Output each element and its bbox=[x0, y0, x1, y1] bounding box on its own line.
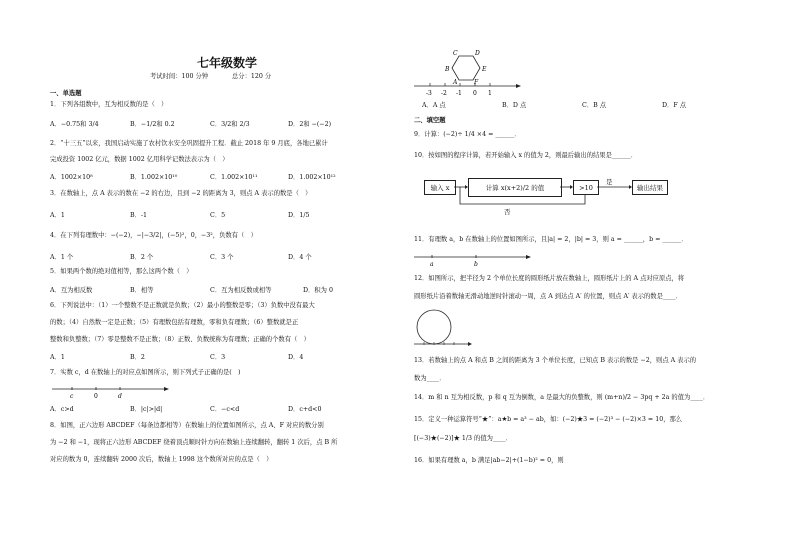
q3-option-c: C．5 bbox=[210, 212, 226, 219]
q11-label-a: a bbox=[430, 261, 434, 268]
section2-heading: 二、填空题 bbox=[414, 117, 446, 124]
q4-option-c: C．3 个 bbox=[210, 254, 234, 261]
q5-option-d: D．积为 0 bbox=[303, 287, 333, 294]
hex-label-e: E bbox=[482, 66, 487, 73]
q8-option-c: C．B 点 bbox=[582, 102, 607, 109]
q1-stem: 1．下列各组数中，互为相反数的是（ ） bbox=[50, 101, 168, 108]
q11: 11．有理数 a，b 在数轴上的位置如图所示，且|a| = 2，|b| = 3，则 a = ______，b = ______． bbox=[414, 236, 688, 243]
q7-option-a: A．c>d bbox=[50, 406, 74, 413]
q6-line1: 6．下列说法中：（1）一个整数不是正数就是负数；（2）最小的整数是零；（3）负数中没有最大 bbox=[50, 302, 315, 309]
hex-tick-label-1: 1 bbox=[488, 90, 492, 97]
q3-option-b: B．-1 bbox=[130, 212, 148, 219]
flow-input-box: 输入 x bbox=[424, 180, 456, 195]
q7-stem: 7．实数 c，d 在数轴上的对应点如图所示，则下列式子正确的是( ) bbox=[50, 369, 241, 376]
q16: 16．如果有理数 a，b 满足|ab−2|+(1−b)² = 0，则 bbox=[414, 457, 564, 464]
hex-label-b: B bbox=[445, 66, 450, 73]
q8-line1: 8．如图，正六边形 ABCDEF（每条边都相等）在数轴上的位置如图所示，点 A、F 对应的数分别 bbox=[50, 422, 324, 429]
q8-option-b: B．D 点 bbox=[502, 102, 527, 109]
q1-option-a: A．−0.75和 3/4 bbox=[50, 121, 99, 128]
q10: 10．按如图的程序计算，若开始输入 x 的值为 2，则最后输出的结果是______． bbox=[414, 152, 638, 159]
flow-arrows bbox=[412, 176, 682, 216]
q2-option-c: C．1.002×10¹¹ bbox=[210, 174, 258, 181]
q2-option-b: B．1.002×10¹⁰ bbox=[130, 174, 178, 181]
q6-line3: 整数和负整数；（7）零是整数不是正数；（8）正数、负数统称为有理数；正确的个数有（ ） bbox=[50, 336, 310, 343]
hex-label-a: A bbox=[453, 79, 458, 86]
q5-option-a: A．互为相反数 bbox=[50, 287, 93, 294]
q6-line2: 的数；（4）自然数一定是正数；（5）有理数包括有理数，零和负有理数；（6）整数就是正 bbox=[50, 319, 299, 326]
q8-option-d: D．F 点 bbox=[662, 102, 687, 109]
q12-axis-arrow bbox=[468, 342, 472, 346]
flow-output-box: 输出结果 bbox=[632, 180, 668, 195]
q5-option-c: C．互为相反数或相等 bbox=[210, 287, 272, 294]
q13-line2: 数为____． bbox=[414, 375, 446, 382]
q7-option-b: B．|c|>|d| bbox=[130, 406, 163, 413]
q11-axis-arrow bbox=[526, 255, 531, 259]
total-score: 总分：120 分 bbox=[232, 73, 272, 80]
q2-option-a: A．1002×10⁸ bbox=[50, 174, 93, 181]
exam-time: 考试时间：100 分钟 bbox=[150, 73, 209, 80]
q6-option-c: C．3 bbox=[210, 354, 226, 361]
q12-line1: 12．如图所示，把半径为 2 个单位长度的圆形纸片放在数轴上，圆形纸片上的 A 点对应原点，将 bbox=[414, 275, 685, 282]
q7-axis-arrow bbox=[164, 387, 169, 391]
q4-stem: 4．在下列有理数中：−(−2)，−|−3/2|，(−5)²，0，−3²，负数有（ ） bbox=[50, 232, 257, 239]
hex-label-f: F bbox=[474, 79, 479, 86]
q6-option-a: A．1 bbox=[50, 354, 65, 361]
hexagon-shape bbox=[452, 56, 480, 80]
q3-stem: 3．在数轴上，点 A 表示的数在 −2 的右边，且到 −2 的距离为 3，则点 A 表示的数是（ ） bbox=[50, 190, 312, 197]
hex-label-c: C bbox=[453, 50, 458, 57]
q14: 14．m 和 n 互为相反数，p 和 q 互为倒数，a 是最大的负整数，则 (m+n)/2 − 3pq + 2a 的值为____． bbox=[414, 394, 710, 401]
q2-option-d: D．1.002×10¹² bbox=[288, 174, 336, 181]
flow-label-no: 否 bbox=[504, 208, 511, 216]
q12-circle bbox=[417, 310, 451, 344]
q9: 9．计算：(−2)÷ 1/4 ×4 = ______． bbox=[414, 131, 521, 138]
hexagon-figure bbox=[414, 46, 524, 102]
q6-option-b: B．2 bbox=[130, 354, 145, 361]
q7-option-d: D．c+d<0 bbox=[288, 406, 322, 413]
q7-label-d: d bbox=[118, 393, 122, 400]
q15-line1: 15．定义一种运算符号“★”：a★b = a³ − ab，如：(−2)★3 = (−2)³ − (−2)×3 = 10，那么 bbox=[414, 416, 683, 423]
q3-option-d: D．1/5 bbox=[288, 212, 310, 219]
hex-label-d: D bbox=[475, 50, 480, 57]
q1-option-d: D．2和 −(−2) bbox=[288, 121, 332, 128]
section1-heading: 一、单选题 bbox=[50, 90, 82, 97]
q5-stem: 5．如果两个数的绝对值相等，那么这两个数（ ） bbox=[50, 268, 193, 275]
q5-option-b: B．相等 bbox=[130, 287, 154, 294]
q2-line1: 2．“十三五”以来，我国启动实施了农村饮水安全巩固提升工程．截止 2018 年 9 月底，各地已累计 bbox=[50, 140, 328, 147]
hex-tick-label-n2: -2 bbox=[441, 90, 447, 97]
q7-option-c: C．−c<d bbox=[210, 406, 240, 413]
q6-option-d: D．4 bbox=[288, 354, 304, 361]
hex-tick-label-0: 0 bbox=[473, 90, 477, 97]
hexagon-axis-arrow bbox=[516, 84, 521, 88]
q3-option-a: A．1 bbox=[50, 212, 65, 219]
flow-arrowhead-yes bbox=[629, 185, 632, 189]
q7-number-line bbox=[52, 384, 172, 400]
q4-option-a: A．1 个 bbox=[50, 254, 74, 261]
q7-label-c: c bbox=[70, 393, 74, 400]
q13-line1: 13．若数轴上的点 A 和点 B 之间的距离为 3 个单位长度，已知点 B 表示的数是 −2，则点 A 表示的 bbox=[414, 357, 697, 364]
q12-circle-figure bbox=[414, 306, 474, 350]
flow-loop-no bbox=[460, 187, 585, 204]
q4-option-d: D．4 个 bbox=[288, 254, 312, 261]
q12-line2: 圆形纸片沿着数轴无滑动地逆时针滚动一周，点 A 到达点 A′ 的位置，则点 A′ 表示的数是____． bbox=[414, 293, 682, 300]
q2-line2: 完成投资 1002 亿元，数据 1002 亿用科学记数法表示为（ ） bbox=[50, 156, 229, 163]
page-title: 七年级数学 bbox=[197, 56, 258, 70]
q8-option-a: A．A 点 bbox=[422, 102, 446, 109]
hex-tick-label-n1: -1 bbox=[456, 90, 462, 97]
flow-label-yes: 是 bbox=[606, 178, 613, 186]
flow-arrowhead-2 bbox=[570, 185, 573, 189]
q8-line2: 为 −2 和 −1，现将正六边形 ABCDEF 绕着顶点顺时针方向在数轴上连续翻转，翻转 1 次后，点 B 所 bbox=[50, 439, 338, 446]
q8-line3: 对应的数为 0，连续翻转 2000 次后，数轴上 1998 这个数所对应的点是（ ） bbox=[50, 456, 273, 463]
q1-option-c: C．3/2和 2/3 bbox=[210, 121, 250, 128]
q4-option-b: B．2 个 bbox=[130, 254, 154, 261]
q11-label-b: b bbox=[474, 261, 478, 268]
q1-option-b: B．−1/2和 0.2 bbox=[130, 121, 175, 128]
flow-calc-box: 计算 x(x+2)/2 的值 bbox=[468, 178, 562, 197]
flow-cond-box: >10 bbox=[573, 180, 599, 195]
q15-line2: [(−3)★(−2)]★ 1/3 的值为____． bbox=[414, 435, 512, 442]
flow-arrowhead-1 bbox=[465, 185, 468, 189]
q11-number-line bbox=[414, 252, 534, 268]
q7-label-0: 0 bbox=[94, 393, 98, 400]
hex-tick-label-n3: -3 bbox=[426, 90, 432, 97]
